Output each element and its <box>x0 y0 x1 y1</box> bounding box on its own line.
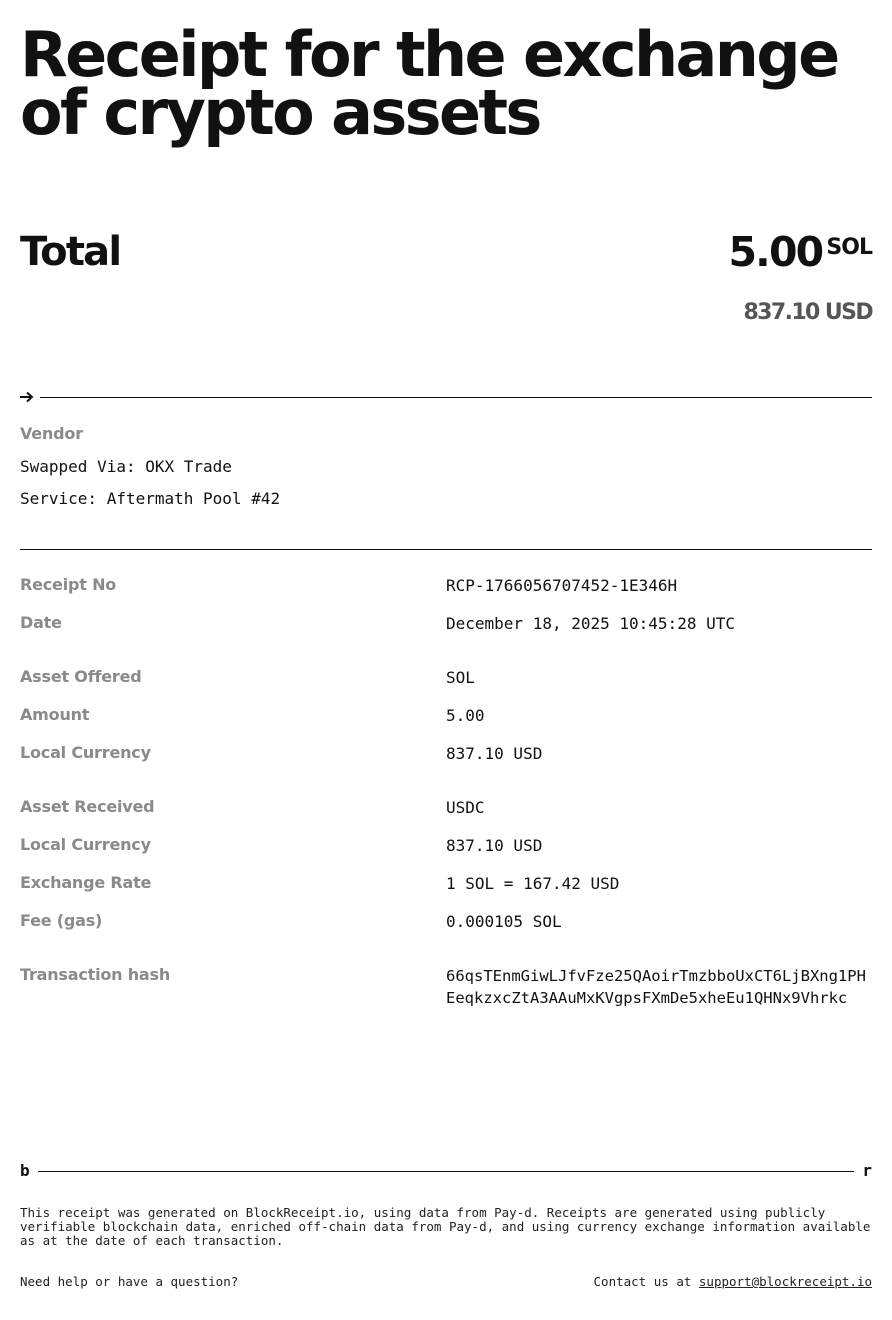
total-amount-value: 5.00 <box>728 228 823 276</box>
support-email-link[interactable]: support@blockreceipt.io <box>698 1274 872 1289</box>
amount-label: Amount <box>20 705 90 724</box>
date-value: December 18, 2025 10:45:28 UTC <box>446 614 735 633</box>
divider-line <box>40 397 872 398</box>
exchange-rate-value: 1 SOL = 167.42 USD <box>446 874 620 893</box>
transaction-hash-value[interactable]: 66qsTEnmGiwLJfvFze25QAoirTmzbboUxCT6LjBXng1PHEeqkzxcZtA3AAuMxKVgpsFXmDe5xheEu1QHNx9Vhrkc <box>446 967 866 1007</box>
received-local-currency-label: Local Currency <box>20 835 151 854</box>
asset-offered-label: Asset Offered <box>20 667 142 686</box>
vendor-swapped-via: Swapped Via: OKX Trade <box>20 457 232 476</box>
arrow-right-icon <box>20 391 34 403</box>
transaction-hash-label: Transaction hash <box>20 965 171 984</box>
receipt-no-value: RCP-1766056707452-1E346H <box>446 576 678 595</box>
page-title: Receipt for the exchange of crypto assets <box>20 18 838 149</box>
amount-value: 5.00 <box>446 706 485 725</box>
vendor-service: Service: Aftermath Pool #42 <box>20 489 281 508</box>
details-divider <box>20 549 872 550</box>
fee-value: 0.000105 SOL <box>446 912 562 931</box>
footer-letter-left: b <box>20 1161 30 1180</box>
asset-received-value: USDC <box>446 798 485 817</box>
total-amount-unit: SOL <box>826 235 872 260</box>
offered-local-currency-value: 837.10 USD <box>446 744 543 763</box>
receipt-no-label: Receipt No <box>20 575 117 594</box>
footer-divider-line <box>38 1171 855 1172</box>
receipt-page <box>20 0 872 1320</box>
asset-received-label: Asset Received <box>20 797 155 816</box>
footer-divider <box>20 1160 872 1182</box>
offered-local-currency-label: Local Currency <box>20 743 151 762</box>
footer-letter-right: r <box>862 1161 872 1180</box>
contact-line <box>594 1274 872 1289</box>
total-label: Total <box>20 229 121 275</box>
contact-prefix: Contact us at <box>593 1274 692 1289</box>
asset-offered-value: SOL <box>446 668 475 687</box>
received-local-currency-value: 837.10 USD <box>446 836 543 855</box>
disclaimer-text: This receipt was generated on BlockReceipt.io, using data from Pay-d. Receipts are generated using publicly verifiable blockchain data, enriched off-chain data from Pay-d, and using currency exchange information available as at the date of each transaction. <box>20 1205 871 1248</box>
help-text: Need help or have a question? <box>20 1274 239 1289</box>
exchange-rate-label: Exchange Rate <box>20 873 152 892</box>
fee-label: Fee (gas) <box>20 911 103 930</box>
vendor-label: Vendor <box>20 424 83 443</box>
total-usd-value: 837.10 USD <box>743 300 872 325</box>
vendor-divider <box>20 388 872 406</box>
date-label: Date <box>20 613 62 632</box>
total-amount <box>728 226 872 287</box>
